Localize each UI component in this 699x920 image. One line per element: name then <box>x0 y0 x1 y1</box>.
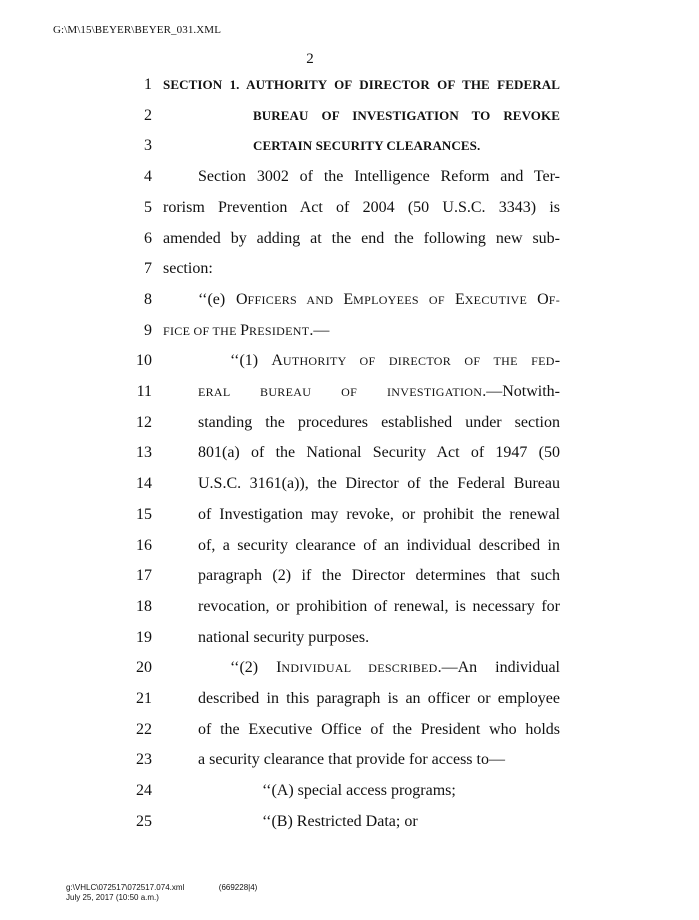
line-text <box>198 719 560 741</box>
text-run: MPLOYEES OF <box>353 292 455 307</box>
text-run: paragraph (2) if the Director determines that such <box>198 567 560 585</box>
text-run: described in this paragraph is an officer or employee <box>198 690 560 707</box>
line-number: 9 <box>144 321 152 339</box>
text-line <box>0 228 699 258</box>
text-run: ‘‘(2) I <box>230 659 282 677</box>
line-text <box>253 105 560 127</box>
text-line <box>0 320 699 350</box>
text-run: ‘‘(e) O <box>198 290 248 308</box>
line-text <box>198 749 560 771</box>
line-number: 21 <box>136 690 152 707</box>
text-line <box>0 135 699 165</box>
text-run: ERAL BUREAU OF INVESTIGATION <box>198 385 483 399</box>
text-run: ‘‘(B) Restricted Data; or <box>262 812 418 830</box>
text-line <box>0 811 699 841</box>
text-line <box>0 504 699 534</box>
text-run: UTHORITY OF DIRECTOR OF THE FED <box>282 354 555 369</box>
text-line <box>0 258 699 288</box>
line-text <box>198 565 560 587</box>
text-run: ‘‘(A) special access programs; <box>262 782 456 800</box>
line-number: 7 <box>144 260 152 278</box>
text-run: .— <box>309 321 330 339</box>
line-number: 2 <box>144 106 152 124</box>
line-text <box>198 289 560 311</box>
text-line <box>0 197 699 227</box>
text-run: national security purposes. <box>198 628 370 646</box>
line-text <box>230 350 560 372</box>
line-number: 15 <box>136 505 152 523</box>
footer-date: July 25, 2017 (10:50 a.m.) <box>66 893 159 902</box>
line-text <box>163 228 560 250</box>
text-line <box>0 289 699 319</box>
text-run: ‘‘(1) A <box>230 352 283 370</box>
text-run: section: <box>163 260 213 278</box>
text-run: amended by adding at the end the following new sub- <box>163 229 560 247</box>
text-line <box>0 442 699 472</box>
line-text <box>198 504 560 526</box>
text-run: Section 3002 of the Intelligence Reform and Ter- <box>198 168 560 186</box>
text-line <box>0 688 699 718</box>
line-number: 12 <box>136 413 152 431</box>
line-text <box>253 135 483 157</box>
line-text <box>230 657 560 679</box>
text-run: P <box>240 321 249 339</box>
line-number: 1 <box>144 76 152 93</box>
text-run: FICE OF THE <box>163 323 241 338</box>
text-run: XECUTIVE <box>464 292 538 307</box>
text-run: .—An individual <box>437 659 560 677</box>
text-line <box>0 780 699 810</box>
line-number: 14 <box>136 475 152 493</box>
line-number: 8 <box>144 290 152 308</box>
line-text <box>163 74 560 96</box>
text-run: CERTAIN SECURITY CLEARANCES. <box>253 138 481 154</box>
text-run: BUREAU OF INVESTIGATION TO REVOKE <box>253 107 560 123</box>
text-run: O <box>537 290 549 308</box>
text-line <box>0 749 699 779</box>
text-line <box>0 627 699 657</box>
line-text <box>262 811 522 833</box>
text-line <box>0 657 699 687</box>
line-number: 17 <box>136 567 152 585</box>
text-run: RESIDENT <box>248 323 310 338</box>
line-number: 5 <box>144 198 152 216</box>
line-number: 10 <box>136 352 152 370</box>
text-run: - <box>554 352 560 370</box>
line-text <box>198 596 560 618</box>
text-run: revocation, or prohibition of renewal, is necessary for <box>198 597 560 615</box>
document-path: G:\M\15\BEYER\BEYER_031.XML <box>53 24 222 36</box>
line-number: 19 <box>136 628 152 646</box>
line-text <box>198 627 418 649</box>
line-text <box>262 780 522 802</box>
line-number: 13 <box>136 444 152 462</box>
footer-document-id: (669228|4) <box>218 883 258 892</box>
page-footer <box>66 883 257 903</box>
text-line <box>0 105 699 135</box>
line-number: 23 <box>136 751 152 769</box>
text-run: U.S.C. 3161(a)), the Director of the Federal Bureau <box>198 475 560 493</box>
line-text <box>198 535 560 557</box>
line-text <box>198 688 560 710</box>
text-line <box>0 166 699 196</box>
line-number: 18 <box>136 597 152 615</box>
line-number: 24 <box>136 782 152 800</box>
page-number: 2 <box>306 51 314 67</box>
line-number: 4 <box>144 168 152 186</box>
text-run: a security clearance that provide for access to— <box>198 751 505 769</box>
text-run: SECTION 1. AUTHORITY OF DIRECTOR OF THE FEDERAL <box>163 77 560 92</box>
text-run: E <box>343 290 354 308</box>
text-line <box>0 719 699 749</box>
line-text <box>163 197 560 219</box>
line-text <box>198 166 560 188</box>
text-run: FFICERS AND <box>247 292 344 307</box>
text-run: of, a security clearance of an individual described in <box>198 536 560 554</box>
line-number: 22 <box>136 720 152 738</box>
text-run: 801(a) of the National Security Act of 1947 (50 <box>198 444 560 462</box>
text-run: NDIVIDUAL DESCRIBED <box>281 661 438 676</box>
text-run: of Investigation may revoke, or prohibit the renewal <box>198 505 560 523</box>
text-line <box>0 74 699 104</box>
line-number: 11 <box>136 383 152 400</box>
line-text <box>198 473 560 495</box>
text-run: rorism Prevention Act of 2004 (50 U.S.C. 3343) is <box>163 198 560 216</box>
line-text <box>198 412 560 434</box>
line-number: 20 <box>136 659 152 677</box>
text-run: .—Notwith- <box>482 383 560 400</box>
line-number: 3 <box>144 137 152 155</box>
text-line <box>0 565 699 595</box>
line-text <box>198 442 560 464</box>
text-line <box>0 381 699 411</box>
line-text <box>198 381 560 403</box>
text-run: F- <box>548 292 560 307</box>
line-number: 6 <box>144 229 152 247</box>
text-run: standing the procedures established under section <box>198 413 560 431</box>
text-line <box>0 350 699 380</box>
line-number: 25 <box>136 812 152 830</box>
text-run: of the Executive Office of the President who holds <box>198 720 560 738</box>
line-text <box>163 320 363 342</box>
text-run: E <box>454 290 465 308</box>
text-line <box>0 596 699 626</box>
line-text <box>163 258 263 280</box>
text-line <box>0 535 699 565</box>
line-number: 16 <box>136 536 152 554</box>
text-line <box>0 473 699 503</box>
text-line <box>0 412 699 442</box>
footer-file-path: g:\VHLC\072517\072517.074.xml <box>66 883 185 892</box>
